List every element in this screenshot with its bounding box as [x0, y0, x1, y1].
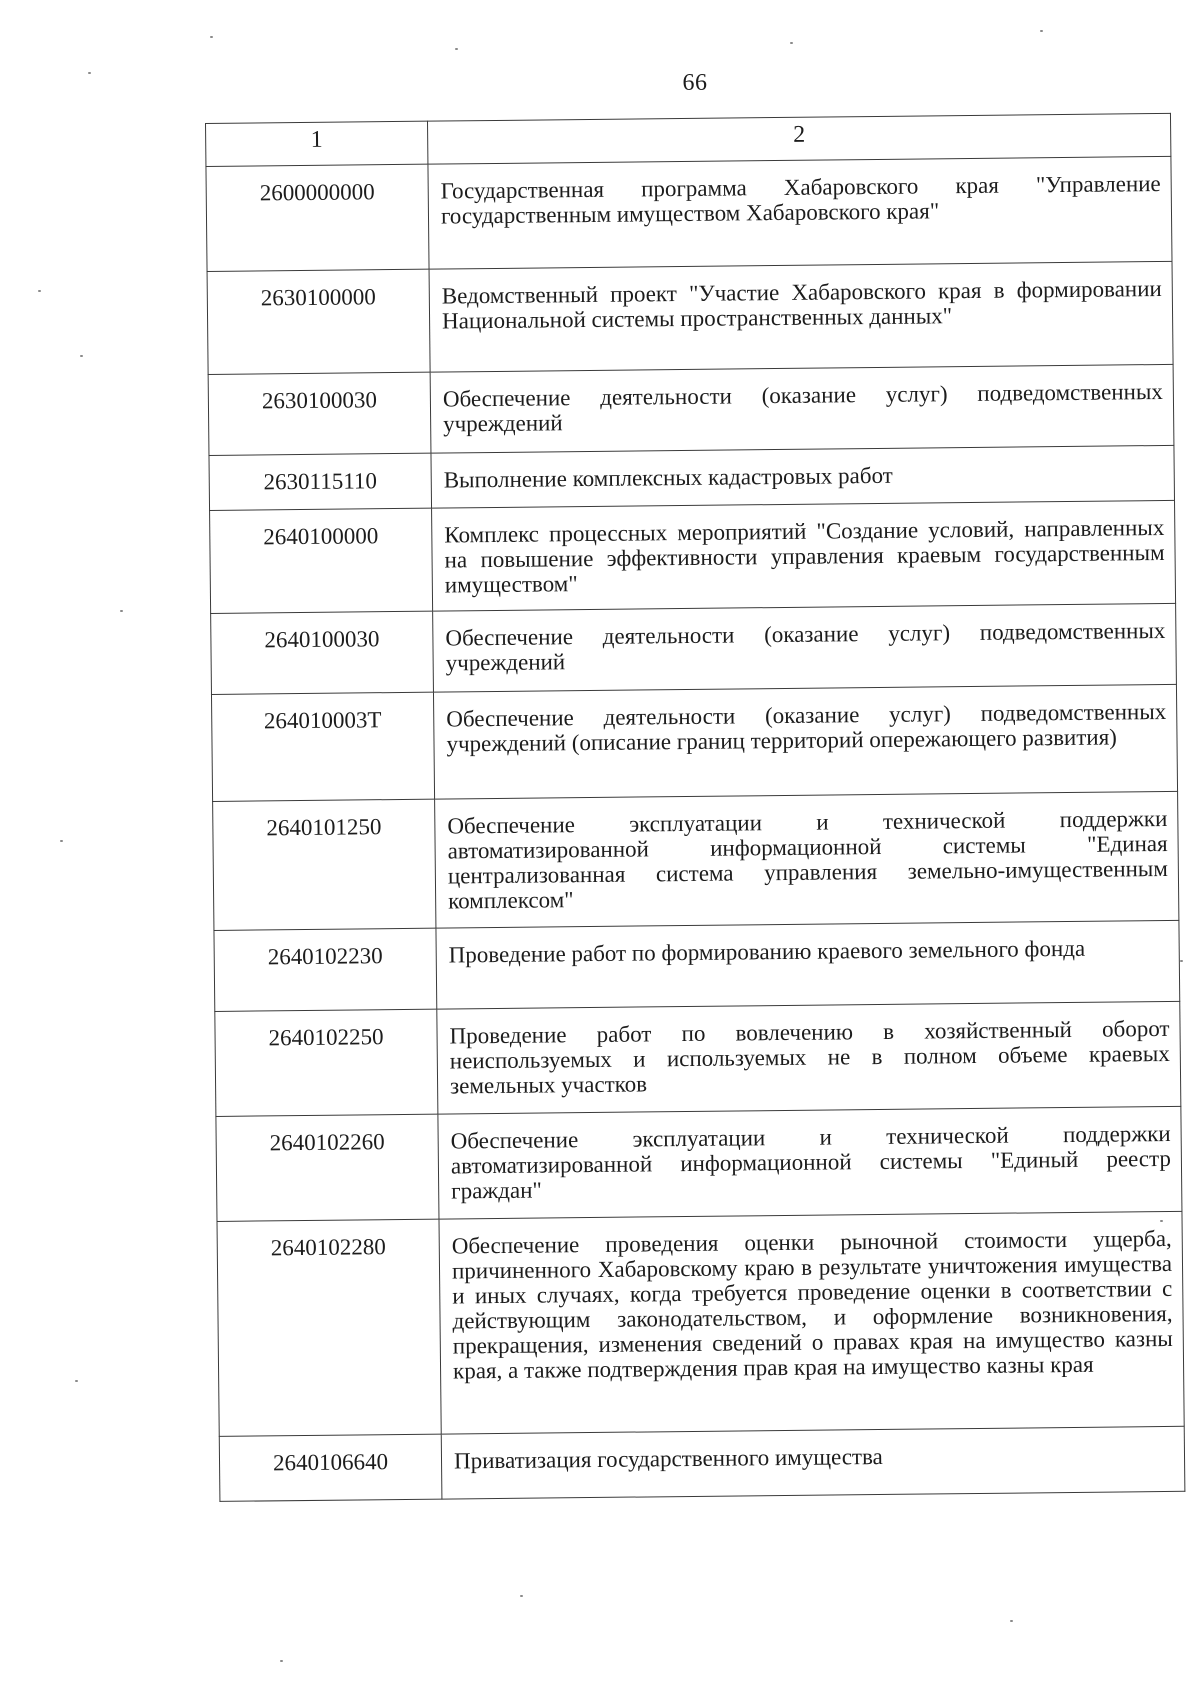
code-cell: 2640101250: [213, 799, 436, 930]
table-row: [211, 684, 1177, 801]
table-row: [208, 364, 1174, 455]
code-cell: 2600000000: [206, 164, 429, 271]
code-cell: 2630115110: [209, 453, 432, 510]
table-row: [216, 1106, 1182, 1221]
code-cell: 2630100030: [208, 372, 431, 455]
name-cell: Обеспечение проведения оценки рыночной стоимости ущерба, причиненного Хабаровскому краю в результате уничтожения имущества и иных случаях, когда требуется проведение оценки в соответствии с действующим законодательством, и оформление возникновения, прекращения, изменения сведений о правах края на имущество казны края, а также подтверждения прав края на имущество казны края: [439, 1211, 1184, 1434]
name-cell: Обеспечение деятельности (оказание услуг) подведомственных учреждений: [430, 364, 1174, 453]
name-cell: Приватизация государственного имущества: [441, 1426, 1185, 1499]
budget-classification-table: [205, 113, 1185, 1502]
name-cell: Обеспечение эксплуатации и технической поддержки автоматизированной информационной системы "Единый реестр граждан": [438, 1106, 1182, 1219]
name-cell: Проведение работ по формированию краевого земельного фонда: [436, 920, 1180, 1009]
code-cell: 264010003Т: [211, 692, 434, 801]
name-cell: Комплекс процессных мероприятий "Создание условий, направленных на повышение эффективности управления краевым государственным имуществом": [432, 500, 1176, 611]
name-cell: Обеспечение деятельности (оказание услуг) подведомственных учреждений: [433, 603, 1177, 692]
name-cell: Ведомственный проект "Участие Хабаровского края в формировании Национальной системы пространственных данных": [429, 261, 1173, 372]
table-row: [211, 603, 1177, 694]
code-cell: 2640102250: [215, 1009, 438, 1116]
code-cell: 2640102280: [217, 1219, 441, 1436]
name-cell: Проведение работ по вовлечению в хозяйственный оборот неиспользуемых и используемых не в полном объеме краевых земельных участков: [437, 1001, 1181, 1114]
code-cell: 2640102260: [216, 1114, 439, 1221]
name-cell: Государственная программа Хабаровского края "Управление государственным имуществом Хабаровского края": [428, 156, 1172, 269]
name-cell: Обеспечение деятельности (оказание услуг) подведомственных учреждений (описание границ территорий опережающего развития): [433, 684, 1177, 799]
table-row: [206, 156, 1172, 271]
table-row: [209, 445, 1175, 510]
code-cell: 2640100030: [211, 611, 434, 694]
table-row: [210, 500, 1176, 613]
table-row: [213, 791, 1179, 930]
code-cell: 2640106640: [219, 1434, 442, 1501]
table-row: [217, 1211, 1184, 1436]
table-row: [214, 920, 1180, 1011]
name-cell: Выполнение комплексных кадастровых работ: [431, 445, 1175, 508]
table-row: [219, 1426, 1185, 1501]
table-row: [215, 1001, 1181, 1116]
code-cell: 2640102230: [214, 928, 437, 1011]
table-row: [207, 261, 1173, 374]
header-column-1: 1: [206, 121, 428, 166]
code-cell: 2630100000: [207, 269, 430, 374]
page-number: 66: [682, 70, 708, 96]
header-column-2: 2: [427, 113, 1170, 164]
name-cell: Обеспечение эксплуатации и технической поддержки автоматизированной информационной системы "Единая централизованная система управления земельно-имущественным комплексом": [435, 791, 1179, 928]
code-cell: 2640100000: [210, 508, 433, 613]
